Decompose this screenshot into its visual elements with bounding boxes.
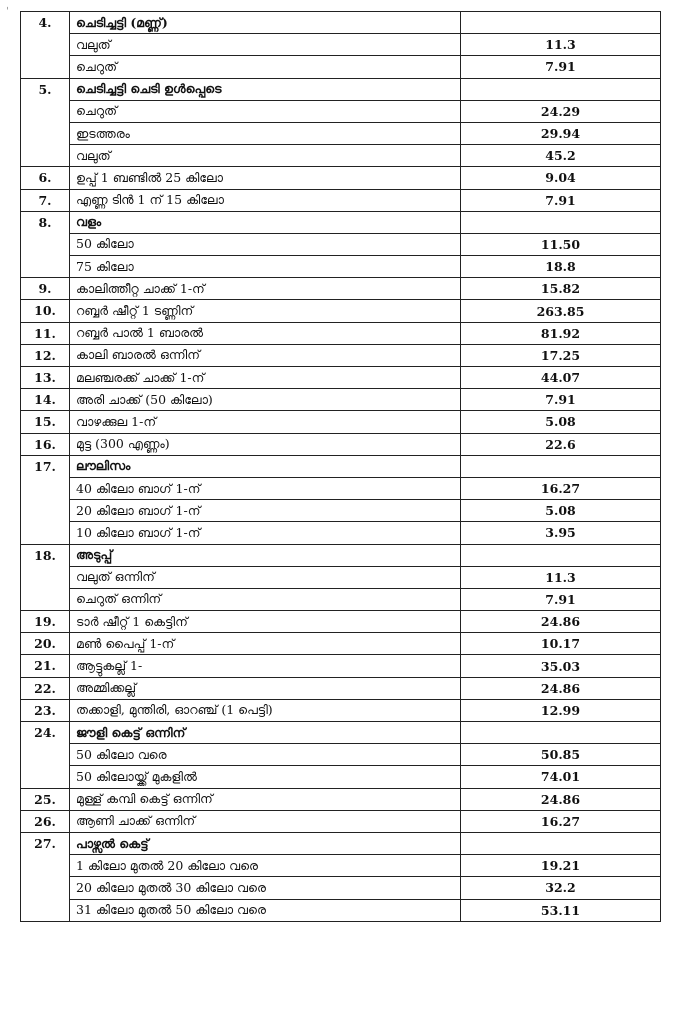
rate-value bbox=[461, 78, 661, 100]
table-row bbox=[21, 300, 661, 322]
table-row bbox=[21, 522, 661, 544]
table-row bbox=[21, 433, 661, 455]
table-row bbox=[21, 233, 661, 255]
item-number: 24. bbox=[21, 722, 70, 789]
item-description: 40 കിലോ ബാഗ് 1-ന് bbox=[70, 477, 461, 499]
item-description: 50 കിലോയ്ക്ക് മുകളിൽ bbox=[70, 766, 461, 788]
item-description: 50 കിലോ വരെ bbox=[70, 744, 461, 766]
table-row bbox=[21, 367, 661, 389]
item-description: മൺ പൈപ്പ് 1-ന് bbox=[70, 633, 461, 655]
table-row bbox=[21, 766, 661, 788]
table-row bbox=[21, 122, 661, 144]
item-number: 26. bbox=[21, 810, 70, 832]
table-row bbox=[21, 78, 661, 100]
table-row bbox=[21, 588, 661, 610]
item-number: 15. bbox=[21, 411, 70, 433]
item-description: ചെറുത് bbox=[70, 100, 461, 122]
item-heading: പാഴ്സൽ കെട്ട് bbox=[70, 832, 461, 854]
item-description: റബ്ബർ ഷീറ്റ് 1 ടണ്ണിന് bbox=[70, 300, 461, 322]
item-description: വലുത് ഒന്നിന് bbox=[70, 566, 461, 588]
table-row bbox=[21, 788, 661, 810]
rate-value: 9.04 bbox=[461, 167, 661, 189]
item-number: 7. bbox=[21, 189, 70, 211]
item-description: കാലി ബാരൽ ഒന്നിന് bbox=[70, 344, 461, 366]
rate-value: 7.91 bbox=[461, 389, 661, 411]
rate-value: 24.86 bbox=[461, 677, 661, 699]
item-number: 16. bbox=[21, 433, 70, 455]
rate-value: 5.08 bbox=[461, 411, 661, 433]
rate-value: 24.29 bbox=[461, 100, 661, 122]
table-row bbox=[21, 211, 661, 233]
item-heading: ജൗളി കെട്ട് ഒന്നിന് bbox=[70, 722, 461, 744]
rate-value: 81.92 bbox=[461, 322, 661, 344]
rate-value: 50.85 bbox=[461, 744, 661, 766]
table-row bbox=[21, 145, 661, 167]
item-heading: ചെടിച്ചട്ടി (മണ്ണ്) bbox=[70, 12, 461, 34]
rate-value: 7.91 bbox=[461, 588, 661, 610]
item-number: 27. bbox=[21, 832, 70, 921]
table-row bbox=[21, 877, 661, 899]
rate-value: 5.08 bbox=[461, 500, 661, 522]
item-description: 10 കിലോ ബാഗ് 1-ന് bbox=[70, 522, 461, 544]
table-row bbox=[21, 189, 661, 211]
item-description: 50 കിലോ bbox=[70, 233, 461, 255]
rate-value: 22.6 bbox=[461, 433, 661, 455]
item-heading: ലൗലിസം bbox=[70, 455, 461, 477]
item-description: ഉപ്പ് 1 ബണ്ടിൽ 25 കിലോ bbox=[70, 167, 461, 189]
table-row bbox=[21, 633, 661, 655]
item-number: 19. bbox=[21, 611, 70, 633]
item-description: ചെറുത് bbox=[70, 56, 461, 78]
table-row bbox=[21, 12, 661, 34]
item-description: 1 കിലോ മുതൽ 20 കിലോ വരെ bbox=[70, 855, 461, 877]
item-description: ആണി ചാക്ക് ഒന്നിന് bbox=[70, 810, 461, 832]
rate-value: 35.03 bbox=[461, 655, 661, 677]
item-description: ആട്ടുകല്ല് 1- bbox=[70, 655, 461, 677]
item-number: 10. bbox=[21, 300, 70, 322]
rate-value: 10.17 bbox=[461, 633, 661, 655]
table-row bbox=[21, 455, 661, 477]
rate-value: 32.2 bbox=[461, 877, 661, 899]
table-row bbox=[21, 566, 661, 588]
item-description: 20 കിലോ ബാഗ് 1-ന് bbox=[70, 500, 461, 522]
rate-value: 19.21 bbox=[461, 855, 661, 877]
item-description: അരി ചാക്ക് (50 കിലോ) bbox=[70, 389, 461, 411]
item-number: 21. bbox=[21, 655, 70, 677]
rate-value: 3.95 bbox=[461, 522, 661, 544]
item-number: 11. bbox=[21, 322, 70, 344]
item-description: അമ്മിക്കല്ല് bbox=[70, 677, 461, 699]
table-row bbox=[21, 744, 661, 766]
rate-value: 11.3 bbox=[461, 566, 661, 588]
table-row bbox=[21, 278, 661, 300]
rate-value: 74.01 bbox=[461, 766, 661, 788]
item-description: ചെറുത് ഒന്നിന് bbox=[70, 588, 461, 610]
rate-value: 263.85 bbox=[461, 300, 661, 322]
item-number: 5. bbox=[21, 78, 70, 167]
rate-value: 11.3 bbox=[461, 34, 661, 56]
table-row bbox=[21, 677, 661, 699]
rate-value: 16.27 bbox=[461, 477, 661, 499]
rate-value: 18.8 bbox=[461, 256, 661, 278]
rate-value: 7.91 bbox=[461, 56, 661, 78]
item-number: 18. bbox=[21, 544, 70, 611]
rate-value: 44.07 bbox=[461, 367, 661, 389]
item-heading: വളം bbox=[70, 211, 461, 233]
rate-table bbox=[20, 11, 661, 922]
table-row bbox=[21, 722, 661, 744]
table-row bbox=[21, 411, 661, 433]
item-description: വലുത് bbox=[70, 34, 461, 56]
item-number: 22. bbox=[21, 677, 70, 699]
table-row bbox=[21, 322, 661, 344]
rate-value bbox=[461, 544, 661, 566]
item-description: റബ്ബർ പാൽ 1 ബാരൽ bbox=[70, 322, 461, 344]
table-row bbox=[21, 389, 661, 411]
rate-value bbox=[461, 211, 661, 233]
rate-value: 53.11 bbox=[461, 899, 661, 921]
item-description: ഇടത്തരം bbox=[70, 122, 461, 144]
item-number: 4. bbox=[21, 12, 70, 79]
item-description: ടാർ ഷീറ്റ് 1 കെട്ടിന് bbox=[70, 611, 461, 633]
table-row bbox=[21, 855, 661, 877]
rate-value: 45.2 bbox=[461, 145, 661, 167]
rate-value: 24.86 bbox=[461, 788, 661, 810]
rate-value bbox=[461, 12, 661, 34]
table-row bbox=[21, 344, 661, 366]
rate-value: 11.50 bbox=[461, 233, 661, 255]
rate-value bbox=[461, 722, 661, 744]
item-number: 9. bbox=[21, 278, 70, 300]
rate-value: 16.27 bbox=[461, 810, 661, 832]
item-heading: ചെടിച്ചട്ടി ചെടി ഉൾപ്പെടെ bbox=[70, 78, 461, 100]
item-number: 6. bbox=[21, 167, 70, 189]
item-description: മുള്ള് കമ്പി കെട്ട് ഒന്നിന് bbox=[70, 788, 461, 810]
item-description: എണ്ണ ടിൻ 1 ന് 15 കിലോ bbox=[70, 189, 461, 211]
item-description: 31 കിലോ മുതൽ 50 കിലോ വരെ bbox=[70, 899, 461, 921]
rate-table-body bbox=[21, 12, 661, 922]
table-row bbox=[21, 544, 661, 566]
table-row bbox=[21, 167, 661, 189]
item-number: 8. bbox=[21, 211, 70, 278]
item-number: 13. bbox=[21, 367, 70, 389]
item-description: 20 കിലോ മുതൽ 30 കിലോ വരെ bbox=[70, 877, 461, 899]
scan-mark: ˌ bbox=[6, 0, 9, 11]
table-row bbox=[21, 810, 661, 832]
table-row bbox=[21, 500, 661, 522]
item-heading: അടുപ്പ് bbox=[70, 544, 461, 566]
table-row bbox=[21, 655, 661, 677]
table-row bbox=[21, 34, 661, 56]
rate-value: 24.86 bbox=[461, 611, 661, 633]
item-description: വലുത് bbox=[70, 145, 461, 167]
item-description: മുട്ട (300 എണ്ണം) bbox=[70, 433, 461, 455]
rate-value: 12.99 bbox=[461, 699, 661, 721]
rate-value: 29.94 bbox=[461, 122, 661, 144]
table-row bbox=[21, 477, 661, 499]
rate-value bbox=[461, 455, 661, 477]
item-number: 17. bbox=[21, 455, 70, 544]
item-description: 75 കിലോ bbox=[70, 256, 461, 278]
item-description: വാഴക്കുല 1-ന് bbox=[70, 411, 461, 433]
table-row bbox=[21, 56, 661, 78]
item-description: കാലിത്തീറ്റ ചാക്ക് 1-ന് bbox=[70, 278, 461, 300]
rate-value: 15.82 bbox=[461, 278, 661, 300]
table-row bbox=[21, 256, 661, 278]
table-row bbox=[21, 611, 661, 633]
rate-value: 7.91 bbox=[461, 189, 661, 211]
item-number: 20. bbox=[21, 633, 70, 655]
item-number: 12. bbox=[21, 344, 70, 366]
rate-value: 17.25 bbox=[461, 344, 661, 366]
table-row bbox=[21, 699, 661, 721]
rate-value bbox=[461, 832, 661, 854]
item-number: 25. bbox=[21, 788, 70, 810]
table-row bbox=[21, 100, 661, 122]
table-row bbox=[21, 832, 661, 854]
item-number: 23. bbox=[21, 699, 70, 721]
item-description: മലഞ്ചരക്ക് ചാക്ക് 1-ന് bbox=[70, 367, 461, 389]
item-description: തക്കാളി, മുന്തിരി, ഓറഞ്ച് (1 പെട്ടി) bbox=[70, 699, 461, 721]
table-row bbox=[21, 899, 661, 921]
item-number: 14. bbox=[21, 389, 70, 411]
